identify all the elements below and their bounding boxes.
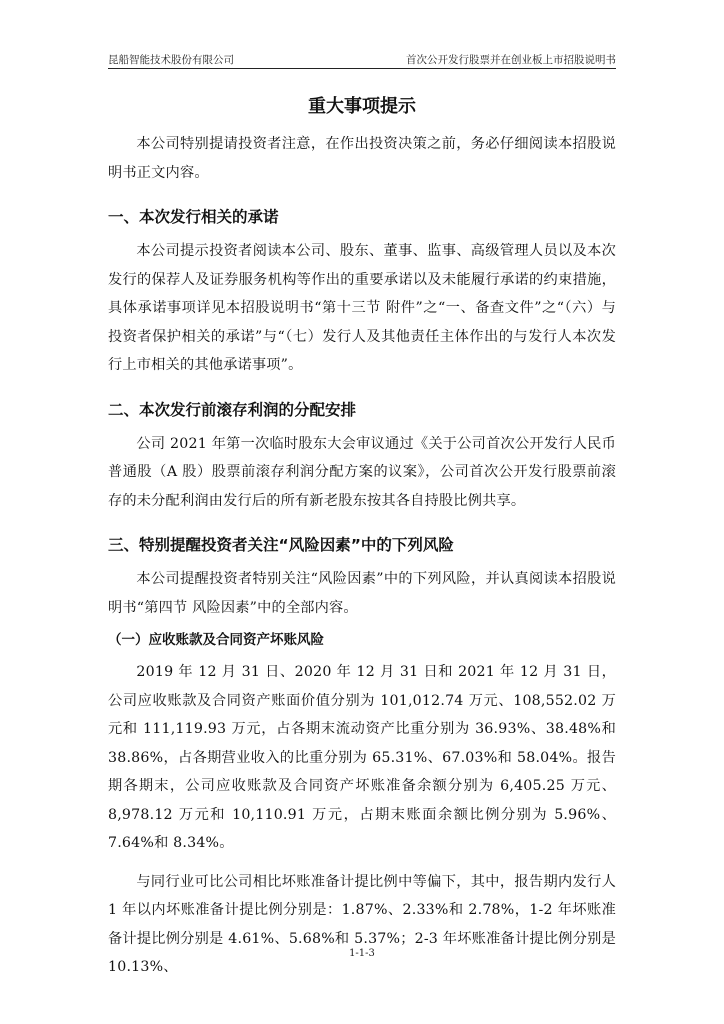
running-header <box>108 50 616 68</box>
spacer <box>108 858 616 868</box>
page-title: 重大事项提示 <box>308 96 416 117</box>
subsection-paragraph: 2019 年 12 月 31 日、2020 年 12 月 31 日和 2021 年 12 月 31 日，公司应收账款及合同资产账面价值分别为 101,012.74 万元、108,552.02 万元和 111,119.93 万元，占各期末流动资产比重分别为 36.93%、38.48%和 38.86%，占各期营业收入的比重分别为 65.31%、67.03%和 58.04%。报告期各期末，公司应收账款及合同资产坏账准备余额分别为 6,405.25 万元、8,978.12 万元和 10,110.91 万元，占期末账面余额比例分别为 5.96%、7.64%和 8.34%。 <box>108 664 616 851</box>
section-heading-profit-distribution: 二、本次发行前滚存利润的分配安排 <box>108 400 357 419</box>
page-number: 1-1-3 <box>349 948 375 959</box>
section-paragraph: 本公司提醒投资者特别关注“风险因素”中的下列风险，并认真阅读本招股说明书“第四节 风险因素”中的全部内容。 <box>108 571 616 616</box>
spacer <box>108 187 616 197</box>
intro-paragraph: 本公司特别提请投资者注意，在作出投资决策之前，务必仔细阅读本招股说明书正文内容。 <box>108 136 616 181</box>
spacer <box>108 122 616 130</box>
section-paragraph: 公司 2021 年第一次临时股东大会审议通过《关于公司首次公开发行人民币普通股（A 股）股票前滚存利润分配方案的议案》，公司首次公开发行股票前滚存的未分配利润由发行后的所有新老股东按其各自持股比例共享。 <box>108 435 616 509</box>
page-content <box>108 90 616 982</box>
section-heading-risk-factors: 三、特别提醒投资者关注“风险因素”中的下列风险 <box>108 536 454 554</box>
spacer <box>108 380 616 390</box>
section-paragraph: 本公司提示投资者阅读本公司、股东、董事、监事、高级管理人员以及本次发行的保荐人及证券服务机构等作出的重要承诺以及未能履行承诺的约束措施，具体承诺事项详见本招股说明书“第十三节 附件”之“一、备查文件”之“（六）与投资者保护相关的承诺”与“（七）发行人及其他责任主体作出的与发行人本次发行上市相关的其他承诺事项”。 <box>108 243 616 373</box>
header-divider <box>108 68 616 69</box>
subsection-paragraph: 与同行业可比公司相比坏账准备计提比例中等偏下，其中，报告期内发行人 1 年以内坏账准备计提比例分别是：1.87%、2.33%和 2.78%，1-2 年坏账准备计提比例分别是 4.61%、5.68%和 5.37%；2-3 年坏账准备计提比例分别是 10.13%、 <box>108 873 616 975</box>
header-document-name: 首次公开发行股票并在创业板上市招股说明书 <box>406 54 616 66</box>
header-company-name: 昆船智能技术股份有限公司 <box>108 54 234 66</box>
section-heading-commitments: 一、本次发行相关的承诺 <box>108 208 279 226</box>
subsection-heading-receivables-risk: （一）应收账款及合同资产坏账风险 <box>108 632 324 648</box>
spacer <box>108 515 616 525</box>
